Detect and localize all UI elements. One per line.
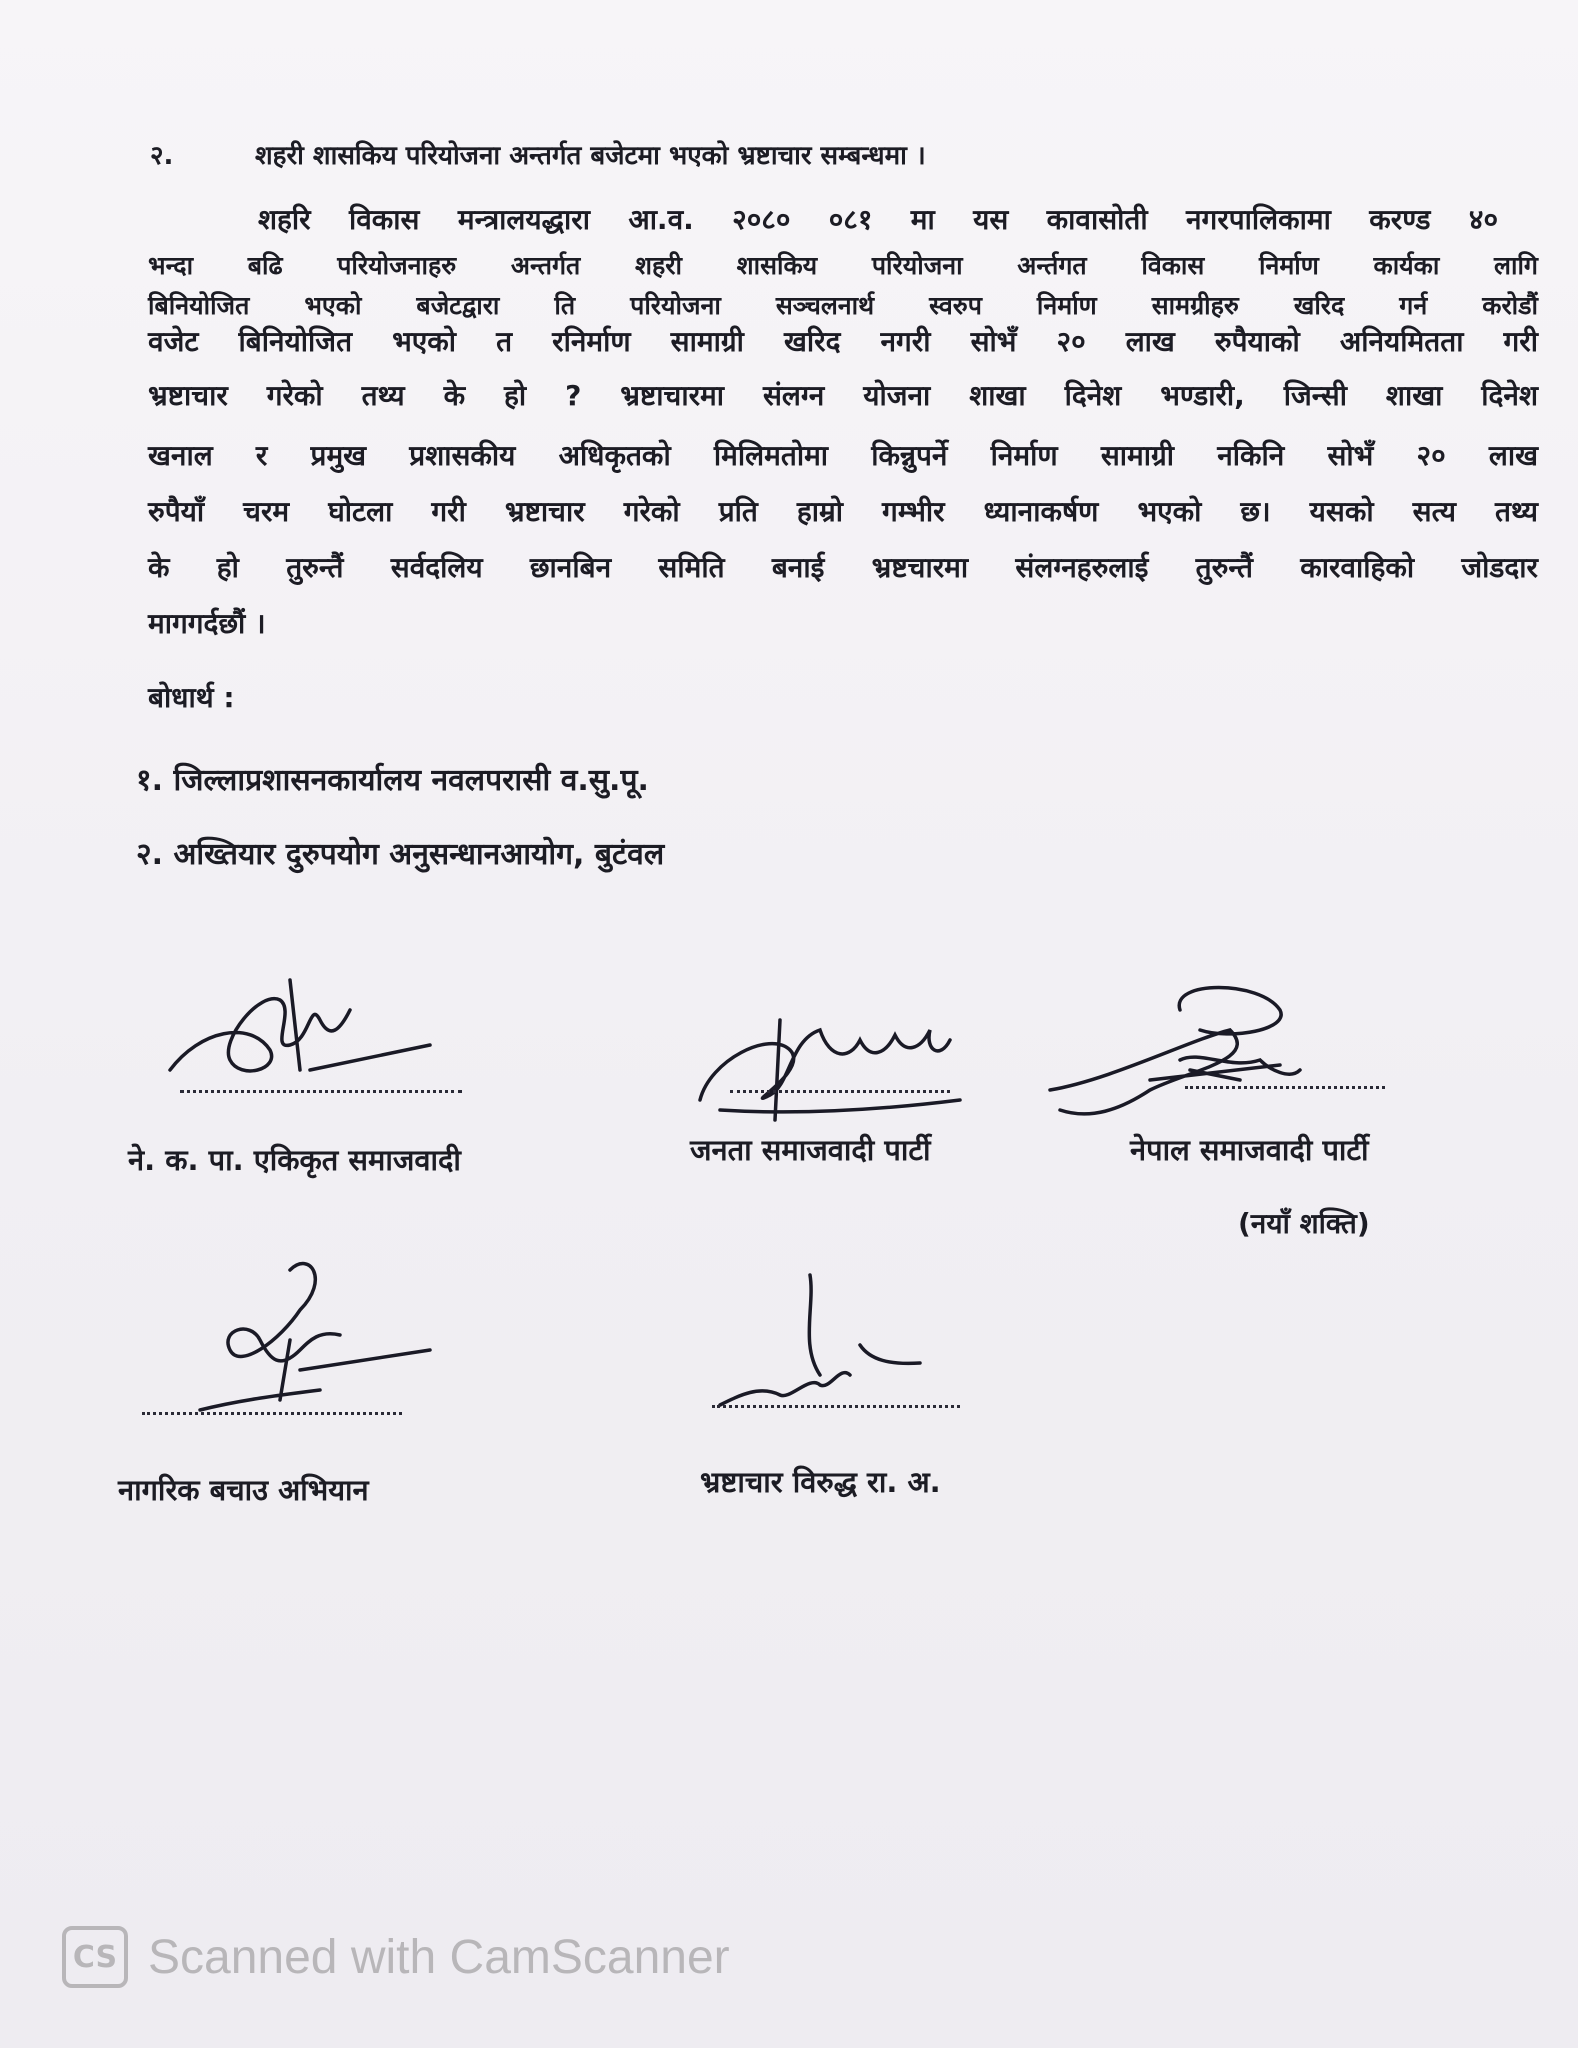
cc-item-2: २. अख्तियार दुरुपयोग अनुसन्धानआयोग, बुटंवल — [136, 837, 665, 872]
signatory-1-label: ने. क. पा. एकिकृत समाजवादी — [128, 1143, 461, 1177]
signatory-4-label: नागरिक बचाउ अभियान — [118, 1473, 369, 1507]
section-heading — [150, 136, 926, 172]
watermark-text: Scanned with CamScanner — [148, 1930, 730, 1984]
signature-1 — [160, 960, 440, 1100]
section-number: २. — [150, 141, 174, 171]
signatory-5-label: भ्रष्टाचार विरुद्ध रा. अ. — [700, 1465, 941, 1499]
signature-line-2 — [730, 1090, 950, 1093]
body-line-4: वजेट बिनियोजित भएको त रनिर्माण सामाग्री खरिद नगरी सोभँ २० लाख रुपैयाको अनियमितता गरी — [148, 325, 1538, 358]
signature-line-1 — [180, 1090, 462, 1093]
body-line-5: भ्रष्टाचार गरेको तथ्य के हो ? भ्रष्टाचारमा संलग्न योजना शाखा दिनेश भण्डारी, जिन्सी शाखा दिनेश — [148, 379, 1538, 412]
body-line-1: शहरि विकास मन्त्रालयद्धारा आ.व. २०८० ०८१ मा यस कावासोती नगरपालिकामा करण्ड ४० — [258, 203, 1498, 236]
camscanner-logo: CS — [62, 1926, 128, 1988]
signature-line-4 — [142, 1412, 402, 1415]
signatory-3-label: नेपाल समाजवादी पार्टी — [1130, 1133, 1369, 1167]
cc-title: बोधार्थ : — [148, 681, 235, 714]
signature-line-5 — [712, 1405, 960, 1408]
signature-3 — [1030, 970, 1330, 1140]
body-line-2: भन्दा बढि परियोजनाहरु अन्तर्गत शहरी शासकिय परियोजना अर्न्तगत विकास निर्माण कार्यका लागि — [148, 251, 1538, 280]
cc-item-1: १. जिल्लाप्रशासनकार्यालय नवलपरासी व.सु.पू. — [136, 763, 649, 798]
body-line-6: खनाल र प्रमुख प्रशासकीय अधिकृतको मिलिमतोमा किन्नुपर्ने निर्माण सामाग्री नकिनि सोभँ २० लाख — [148, 439, 1538, 472]
signatory-3-sublabel: (नयाँ शक्ति) — [1238, 1207, 1370, 1240]
signature-4 — [180, 1250, 440, 1420]
signature-2 — [680, 1000, 980, 1140]
body-line-8: के हो तुरुन्तैं सर्वदलिय छानबिन समिति बनाई भ्रष्टचारमा संलग्नहरुलाई तुरुन्तैं कारवाहिको जोडदार — [148, 551, 1538, 584]
section-title: शहरी शासकिय परियोजना अन्तर्गत बजेटमा भएको भ्रष्टाचार सम्बन्धमा । — [255, 141, 926, 171]
body-line-9: मागगर्दछौं । — [148, 607, 266, 640]
body-line-7: रुपैयाँ चरम घोटला गरी भ्रष्टाचार गरेको प्रति हाम्रो गम्भीर ध्यानाकर्षण भएको छ। यसको सत्य तथ्य — [148, 495, 1538, 528]
signature-line-3 — [1185, 1086, 1385, 1089]
signatory-2-label: जनता समाजवादी पार्टी — [690, 1133, 931, 1167]
signature-5 — [700, 1265, 960, 1425]
body-line-3: बिनियोजित भएको बजेटद्वारा ति परियोजना सञ्चलनार्थ स्वरुप निर्माण सामग्रीहरु खरिद गर्न करोडौं — [148, 291, 1538, 320]
camscanner-watermark — [62, 1926, 730, 1988]
